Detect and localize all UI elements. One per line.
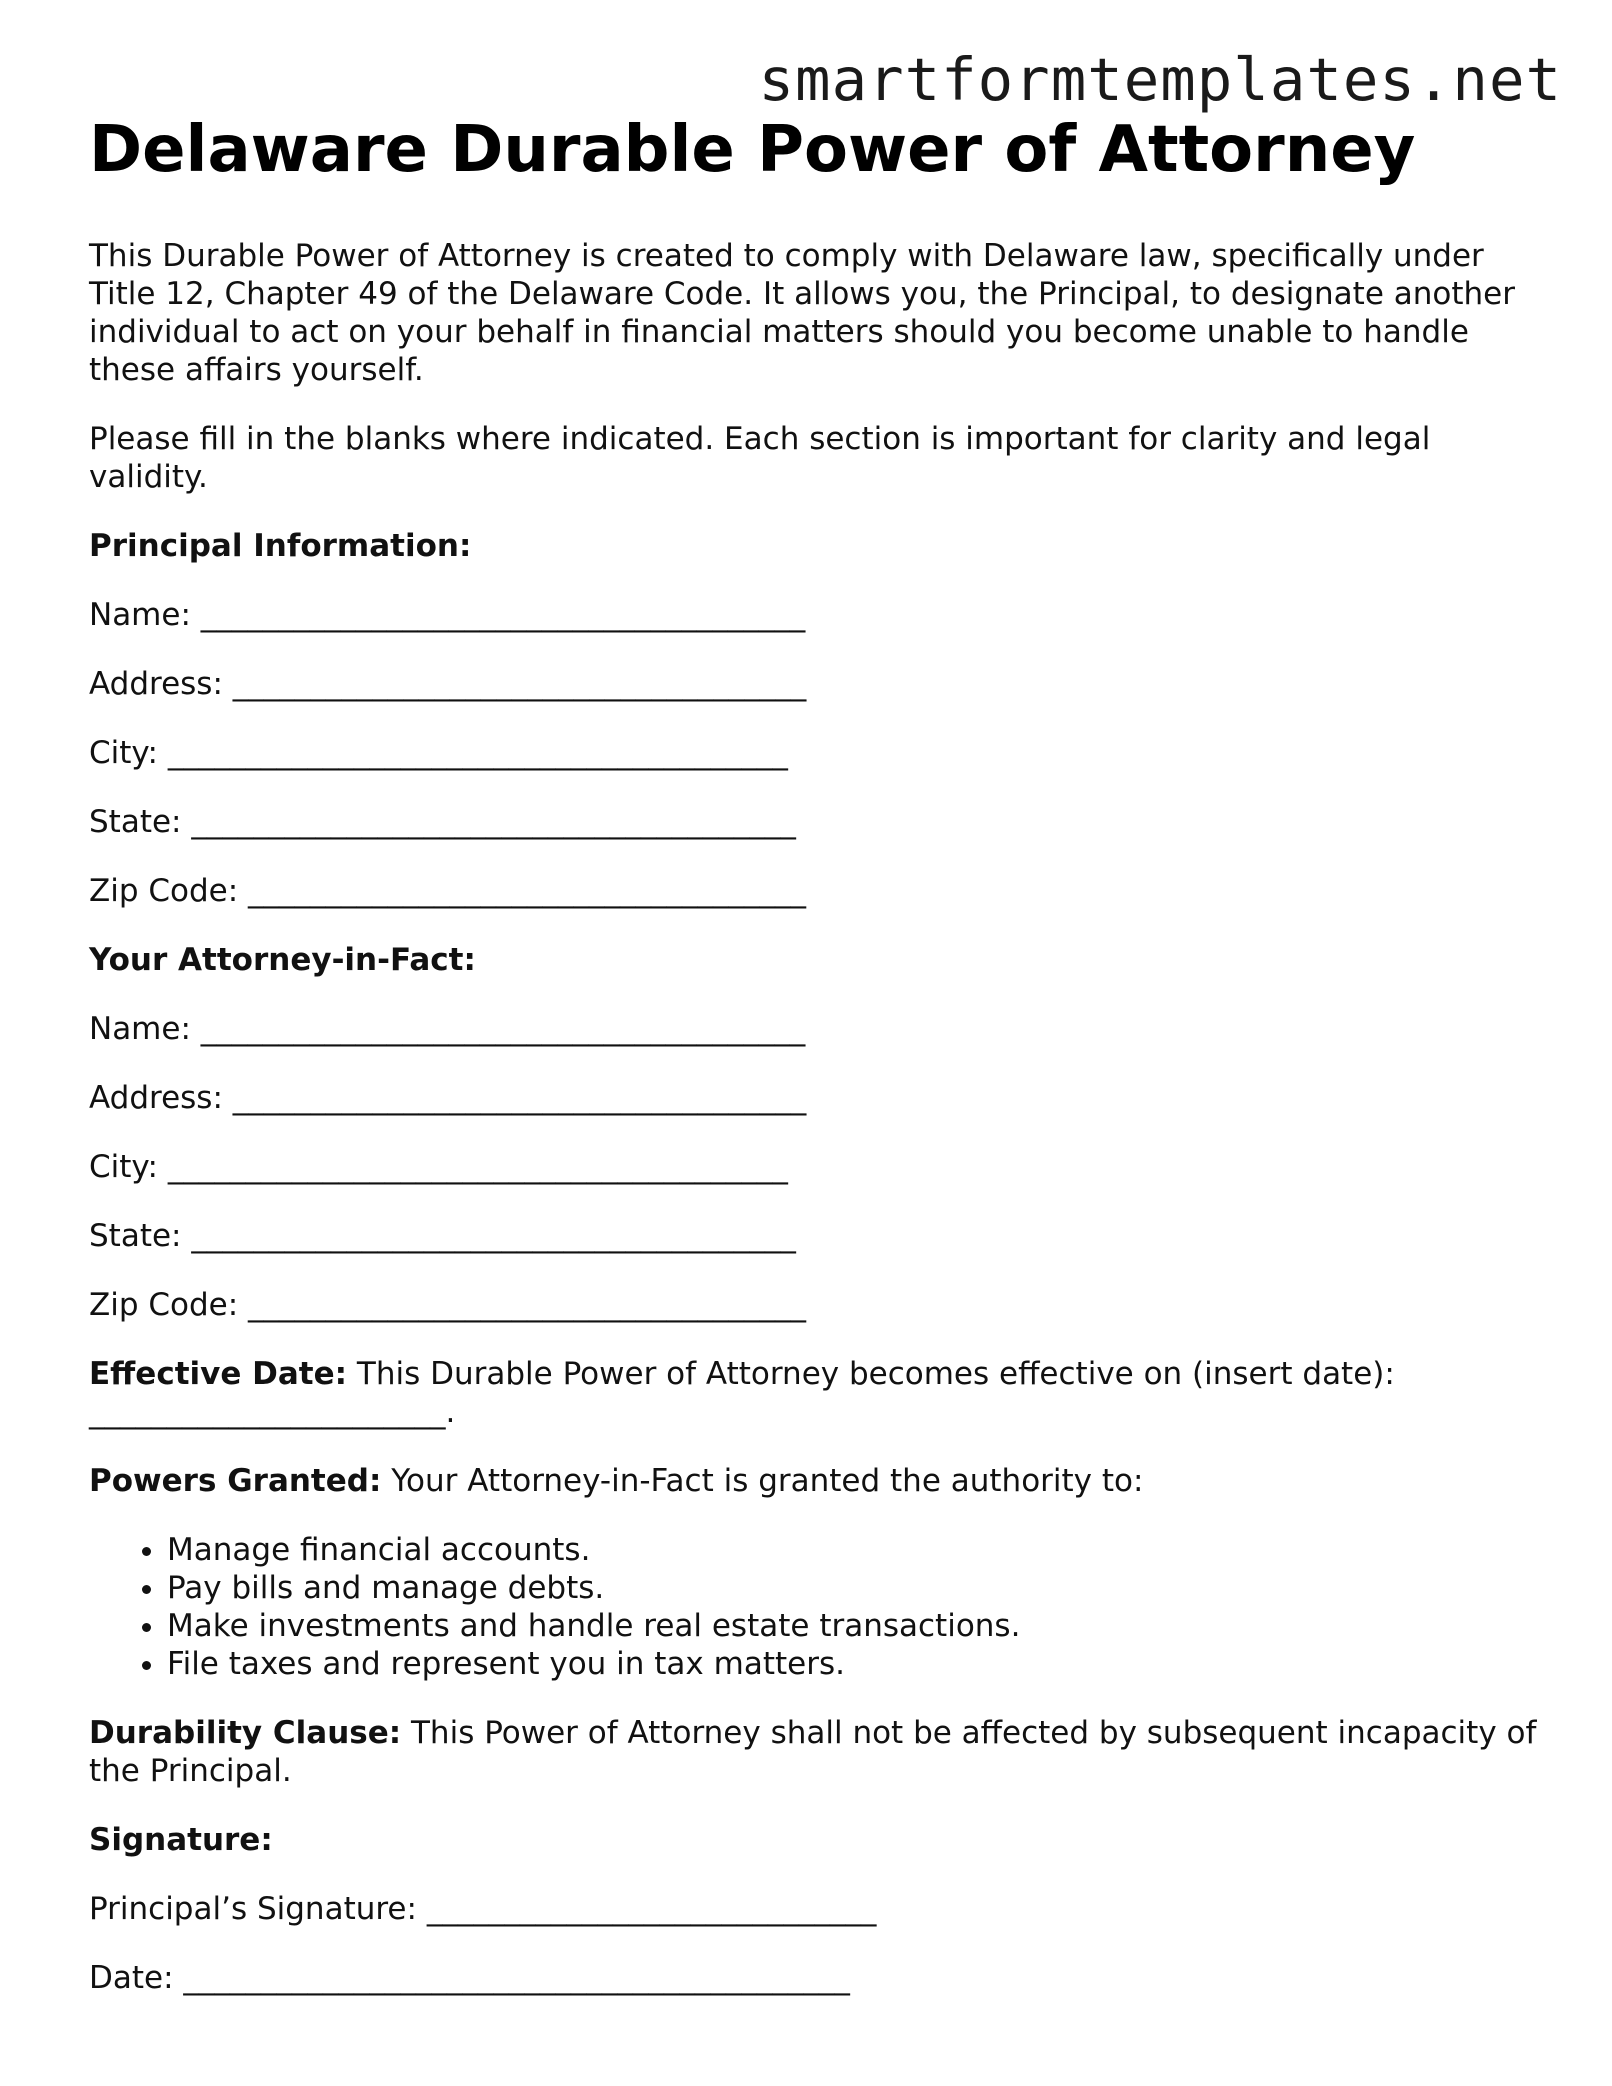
principal-section-heading: Principal Information:: [89, 527, 472, 564]
field-label: Zip Code:: [89, 872, 239, 909]
effective-date-label: Effective Date:: [89, 1355, 348, 1392]
effective-date-paragraph: [89, 1355, 1539, 1431]
principal-name-field[interactable]: [89, 596, 1539, 634]
blank-line[interactable]: ________________________________________: [167, 734, 788, 771]
field-label: Date:: [89, 1959, 174, 1996]
field-label: Zip Code:: [89, 1286, 239, 1323]
blank-line[interactable]: _____________________________: [426, 1890, 877, 1927]
signature-section-heading: Signature:: [89, 1821, 273, 1858]
blank-line[interactable]: _____________________________________: [232, 665, 807, 702]
effective-date-text[interactable]: This Durable Power of Attorney becomes effective on (insert date): _______________________.: [89, 1355, 1395, 1430]
field-label: Name:: [89, 1010, 191, 1047]
list-item: • Pay bills and manage debts.: [167, 1569, 1539, 1607]
blank-line[interactable]: ____________________________________: [248, 1286, 807, 1323]
principal-signature-field[interactable]: [89, 1890, 1539, 1928]
field-label: City:: [89, 734, 158, 771]
list-item: • Manage financial accounts.: [167, 1531, 1539, 1569]
document-title: Delaware Durable Power of Attorney: [89, 113, 1416, 187]
attorney-zip-field[interactable]: [89, 1286, 1539, 1324]
durability-paragraph: [89, 1714, 1539, 1790]
durability-text: This Power of Attorney shall not be affected by subsequent incapacity of the Principal.: [89, 1714, 1537, 1789]
field-label: Name:: [89, 596, 191, 633]
field-label: Address:: [89, 665, 223, 702]
document-page: [89, 112, 1539, 1997]
attorney-state-field[interactable]: [89, 1217, 1539, 1255]
attorney-address-field[interactable]: [89, 1079, 1539, 1117]
instructions-paragraph: Please fill in the blanks where indicated. Each section is important for clarity and legal validity.: [89, 420, 1431, 495]
blank-line[interactable]: _______________________________________: [191, 1217, 796, 1254]
blank-line[interactable]: _____________________________________: [232, 1079, 807, 1116]
list-item: • File taxes and represent you in tax matters.: [167, 1645, 1539, 1683]
field-label: City:: [89, 1148, 158, 1185]
attorney-section-heading: Your Attorney-in-Fact:: [89, 941, 476, 978]
blank-line[interactable]: ________________________________________: [167, 1148, 788, 1185]
field-label: State:: [89, 803, 182, 840]
blank-line[interactable]: _______________________________________: [200, 596, 806, 633]
principal-zip-field[interactable]: [89, 872, 1539, 910]
durability-label: Durability Clause:: [89, 1714, 402, 1751]
blank-line[interactable]: ___________________________________________: [183, 1959, 850, 1996]
blank-line[interactable]: ____________________________________: [248, 872, 807, 909]
list-item: • Make investments and handle real estate transactions.: [167, 1607, 1539, 1645]
attorney-name-field[interactable]: [89, 1010, 1539, 1048]
blank-line[interactable]: _______________________________________: [191, 803, 796, 840]
attorney-city-field[interactable]: [89, 1148, 1539, 1186]
principal-address-field[interactable]: [89, 665, 1539, 703]
principal-state-field[interactable]: [89, 803, 1539, 841]
field-label: Principal’s Signature:: [89, 1890, 417, 1927]
powers-paragraph: [89, 1462, 1539, 1500]
signature-date-field[interactable]: [89, 1959, 1539, 1997]
principal-city-field[interactable]: [89, 734, 1539, 772]
field-label: Address:: [89, 1079, 223, 1116]
intro-paragraph: This Durable Power of Attorney is created to comply with Delaware law, specifically under Title 12, Chapter 49 of the Delaware Code. It allows you, the Principal, to designate another individual to act on your behalf in financial matters should you become unable to handle these affairs yourself.: [89, 237, 1515, 388]
powers-text: Your Attorney-in-Fact is granted the authority to:: [381, 1462, 1144, 1499]
site-watermark: smartformtemplates.net: [758, 45, 1562, 114]
blank-line[interactable]: _______________________________________: [200, 1010, 806, 1047]
powers-label: Powers Granted:: [89, 1462, 382, 1499]
powers-list: [89, 1531, 1539, 1683]
field-label: State:: [89, 1217, 182, 1254]
